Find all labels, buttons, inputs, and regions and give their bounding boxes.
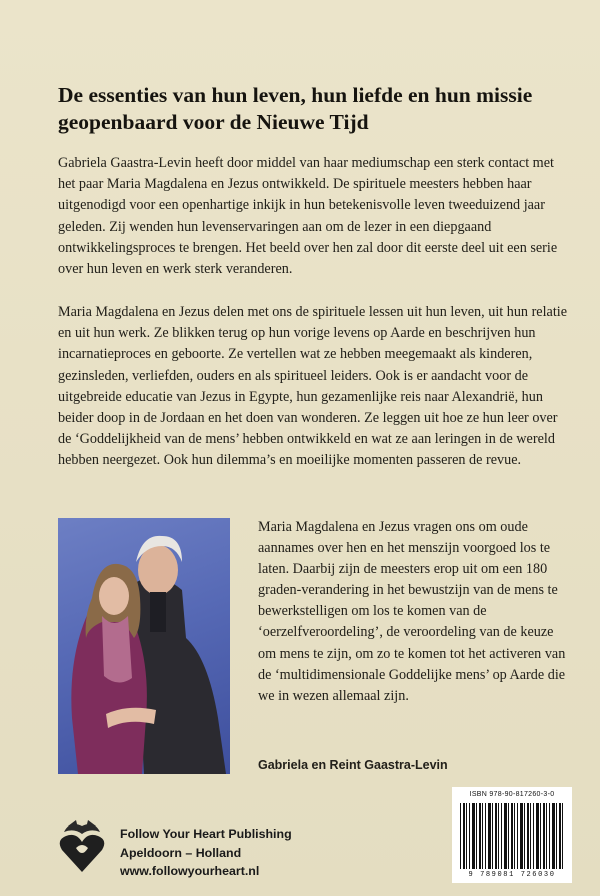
woman-scarf: [102, 616, 132, 683]
publisher-name: Follow Your Heart Publishing: [120, 827, 292, 841]
author-photo: [58, 518, 230, 774]
isbn-barcode-block: [452, 787, 572, 883]
body-paragraph-2: Maria Magdalena en Jezus delen met ons de spirituele lessen uit hun leven, uit hun relatie en uit hun werk. Ze blikken terug op hun vorige levens op Aarde en beschrijven hun incarnatieproces en geboorte. Ze vertellen wat ze hebben meegemaakt als kinderen, gezinsleden, verliefden, ouders en als spiritueel leiders. Ook is er aandacht voor de uitgebreide educatie van Jezus in Egypte, hun gezamenlijke reis naar Alexandrië, hun beider doop in de Jordaan en het doen van wonderen. Ze leggen uit hoe ze hun leer over de ‘Goddelijkheid van de mens’ hebben ontwikkeld en wat ze aan leringen in de wereld hebben neergezet. Ook hun dilemma’s en moeilijke momenten passeren de revue.: [58, 304, 568, 469]
body-paragraph-3: Maria Magdalena en Jezus vragen ons om oude aannames over hen en het menszijn voorgoed los te laten. Daarbij zijn de meesters erop uit om een 180 graden-verandering in het bewustzijn van de mens te bewerkstelligen om los te komen van de ‘oerzelfveroordeling’, de veroordeling van de keuze om mens te zijn, om zo te komen tot het activeren van de ‘multidimensionale Goddelijke mens’ op Aarde die we in wezen allemaal zijn.: [258, 519, 566, 704]
body-paragraph-1: Gabriela Gaastra-Levin heeft door middel van haar mediumschap een sterk contact met het paar Maria Magdalena en Jezus ontwikkeld. De spirituele meesters hebben haar uitgenodigd voor een openhartige inkijk in hun betekenisvolle leven tweeduizend jaar geleden. Zij wenden hun levenservaringen aan om de lezer in een diepgaand ontwikkelingsproces te brengen. Het beeld over hen zal door dit eerste deel uit een serie over hun leven en werk sterk veranderen.: [58, 155, 558, 278]
man-shirt: [150, 592, 166, 632]
publisher-website: www.followyourheart.nl: [120, 864, 260, 878]
publisher-logo-icon: [56, 818, 108, 874]
isbn-label: ISBN 978-90-817260-3-0: [469, 791, 555, 798]
back-cover-headline: De essenties van hun leven, hun liefde en hun missie geopenbaard voor de Nieuwe Tijd: [58, 83, 533, 134]
barcode-icon: [460, 803, 564, 869]
author-photo-illustration: [58, 518, 230, 774]
photo-caption: Gabriela en Reint Gaastra-Levin: [258, 758, 448, 772]
woman-face: [99, 577, 129, 615]
publisher-location: Apeldoorn – Holland: [120, 845, 242, 860]
publisher-info: [120, 825, 292, 881]
barcode-digits: 9 789081 726030: [452, 871, 572, 879]
